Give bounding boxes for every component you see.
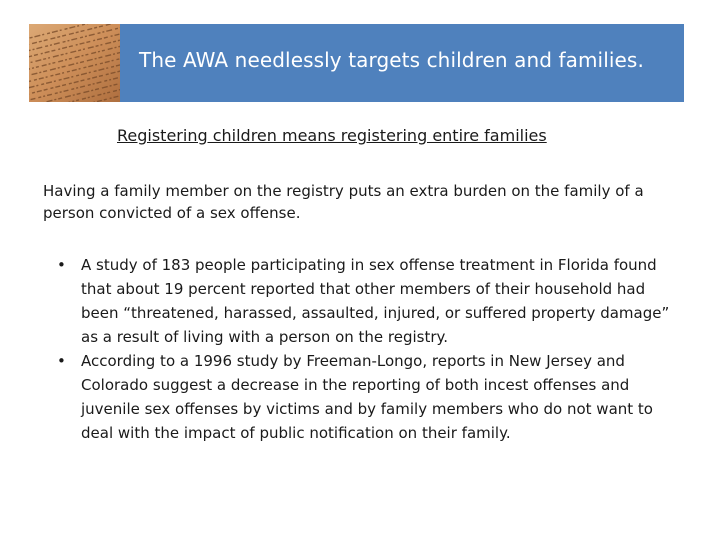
slide-title: The AWA needlessly targets children and families. [139, 48, 644, 72]
newspaper-texture-icon [29, 24, 120, 102]
slide-subtitle: Registering children means registering entire families [117, 126, 547, 145]
list-item [57, 349, 682, 445]
bullet-icon: • [57, 256, 66, 274]
newspaper-image [29, 24, 120, 102]
title-banner [29, 24, 684, 102]
bullet-list [57, 253, 682, 445]
bullet-text: According to a 1996 study by Freeman-Longo, reports in New Jersey and Colorado suggest a decrease in the reporting of both incest offenses and juvenile sex offenses by victims and by family members who do not want to deal with the impact of public notification on their family. [81, 352, 653, 442]
list-item [57, 253, 682, 349]
bullet-text: A study of 183 people participating in sex offense treatment in Florida found that about 19 percent reported that other members of their household had been “threatened, harassed, assaulted, injured, or suffered property damage” as a result of living with a person on the registry. [81, 256, 670, 346]
bullet-icon: • [57, 352, 66, 370]
intro-paragraph: Having a family member on the registry puts an extra burden on the family of a person convicted of a sex offense. [43, 182, 644, 222]
